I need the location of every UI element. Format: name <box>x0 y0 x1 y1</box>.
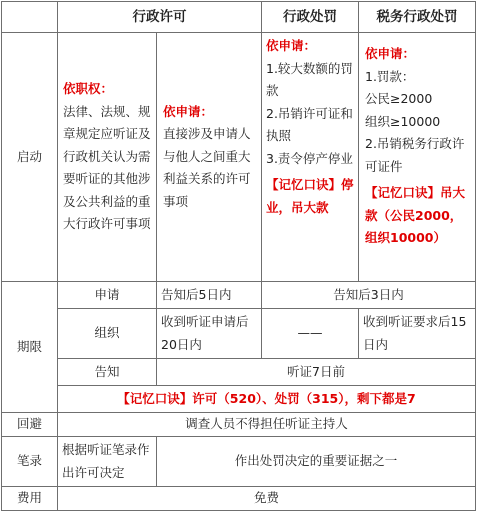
cell-penalty-organize-deadline: —— <box>262 309 359 359</box>
row-label-huibi: 回避 <box>2 413 58 437</box>
cell-bilu-penalty: 作出处罚决定的重要证据之一 <box>157 437 476 487</box>
ex-officio-text: 法律、法规、规章规定应听证及行政机关认为需要听证的其他涉及公共利益的重大行政许可事项 <box>63 103 151 232</box>
cell-huibi-text: 调查人员不得担任听证主持人 <box>58 413 476 437</box>
cell-license-organize-deadline: 收到听证申请后20日内 <box>157 309 262 359</box>
sublabel-organize: 组织 <box>58 309 157 359</box>
row-qixian-mnemonic <box>2 386 476 413</box>
row-qixian-organize <box>2 309 476 359</box>
cell-tax-organize-deadline: 收到听证要求后15日内 <box>359 309 476 359</box>
tax-apply-label: 依申请： <box>365 46 416 61</box>
penalty-apply-text: 1.较大数额的罚款 2.吊销许可证和执照 3.责令停产停业 <box>266 60 353 166</box>
tax-apply-text: 1.罚款： 公民≥2000 组织≥10000 2.吊销税务行政许可证件 <box>365 68 465 174</box>
row-huibi <box>2 413 476 437</box>
qixian-mnemonic: 【记忆口诀】许可（520）、处罚（315），剩下都是7 <box>58 386 476 413</box>
header-row <box>2 2 476 33</box>
cell-notify-deadline: 听证7日前 <box>157 359 476 386</box>
header-shuiwu-chufa: 税务行政处罚 <box>359 2 476 33</box>
header-xingzheng-chufa: 行政处罚 <box>262 2 359 33</box>
penalty-mnemonic: 【记忆口诀】停业，吊大款 <box>266 177 354 215</box>
ex-officio-label: 依职权： <box>63 81 114 97</box>
cell-tax-penalty-start <box>359 33 476 282</box>
cell-license-ex-officio <box>58 33 157 282</box>
application-label: 依申请： <box>163 103 214 119</box>
header-xingzheng-xuke: 行政许可 <box>58 2 262 33</box>
row-label-bilu: 笔录 <box>2 437 58 487</box>
row-label-feiyong: 费用 <box>2 487 58 511</box>
row-label-qixian: 期限 <box>2 282 58 413</box>
row-bilu <box>2 437 476 487</box>
hearing-comparison-table <box>1 1 476 511</box>
penalty-apply-label: 依申请： <box>266 38 317 53</box>
cell-license-application <box>157 33 262 282</box>
header-blank-cell <box>2 2 58 33</box>
row-label-qidong: 启动 <box>2 33 58 282</box>
tax-mnemonic: 【记忆口诀】吊大款（公民2000，组织10000） <box>365 185 466 245</box>
sublabel-apply: 申请 <box>58 282 157 309</box>
cell-bilu-license: 根据听证笔录作出许可决定 <box>58 437 157 487</box>
cell-penalty-apply-deadline: 告知后3日内 <box>262 282 476 309</box>
sublabel-notify: 告知 <box>58 359 157 386</box>
row-feiyong <box>2 487 476 511</box>
cell-license-apply-deadline: 告知后5日内 <box>157 282 262 309</box>
cell-feiyong-text: 免费 <box>58 487 476 511</box>
row-qixian-notify <box>2 359 476 386</box>
application-text: 直接涉及申请人与他人之间重大利益关系的许可事项 <box>163 126 251 209</box>
row-qidong <box>2 33 476 282</box>
row-qixian-apply <box>2 282 476 309</box>
cell-penalty-start <box>262 33 359 282</box>
